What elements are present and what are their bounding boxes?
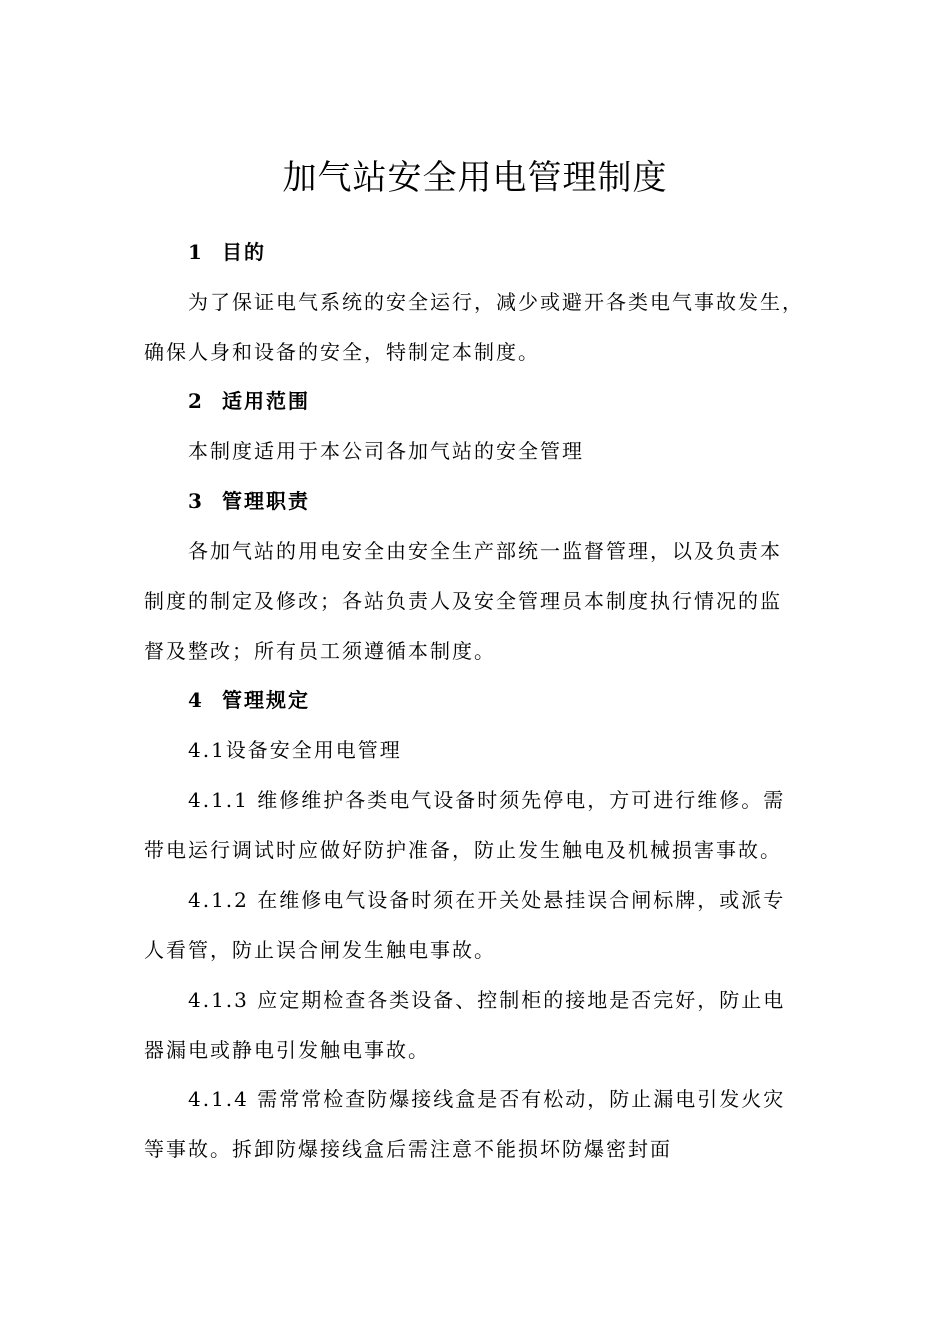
section-heading-purpose (188, 238, 266, 266)
section-title: 管理规定 (222, 688, 310, 712)
paragraph-line: 为了保证电气系统的安全运行，减少或避开各类电气事故发生， (188, 290, 804, 314)
clause-line: 带电运行调试时应做好防护准备，防止发生触电及机械损害事故。 (144, 838, 782, 862)
section-heading-responsibilities (188, 487, 310, 515)
paragraph-line: 督及整改；所有员工须遵循本制度。 (144, 639, 496, 663)
subsection-heading: 4.1设备安全用电管理 (188, 738, 402, 762)
paragraph-line: 确保人身和设备的安全，特制定本制度。 (144, 340, 540, 364)
section-title: 目的 (222, 240, 266, 264)
paragraph-line: 本制度适用于本公司各加气站的安全管理 (188, 439, 584, 463)
clause-line: 4.1.2 在维修电气设备时须在开关处悬挂误合闸标牌，或派专 (188, 888, 786, 912)
clause-line: 4.1.4 需常常检查防爆接线盒是否有松动，防止漏电引发火灾 (188, 1087, 786, 1111)
clause-line: 等事故。拆卸防爆接线盒后需注意不能损坏防爆密封面 (144, 1137, 672, 1161)
section-title: 管理职责 (222, 489, 310, 513)
paragraph-line: 各加气站的用电安全由安全生产部统一监督管理，以及负责本 (188, 539, 782, 563)
section-number: 3 (188, 489, 204, 513)
section-heading-regulations (188, 686, 310, 714)
clause-line: 人看管，防止误合闸发生触电事故。 (144, 938, 496, 962)
document-title: 加气站安全用电管理制度 (282, 158, 668, 198)
section-number: 4 (188, 688, 204, 712)
clause-line: 4.1.3 应定期检查各类设备、控制柜的接地是否完好，防止电 (188, 988, 786, 1012)
section-number: 2 (188, 389, 204, 413)
section-title: 适用范围 (222, 389, 310, 413)
paragraph-line: 制度的制定及修改；各站负责人及安全管理员本制度执行情况的监 (144, 589, 782, 613)
section-heading-scope (188, 387, 310, 415)
clause-line: 4.1.1 维修维护各类电气设备时须先停电，方可进行维修。需 (188, 788, 786, 812)
clause-line: 器漏电或静电引发触电事故。 (144, 1038, 430, 1062)
section-number: 1 (188, 240, 204, 264)
